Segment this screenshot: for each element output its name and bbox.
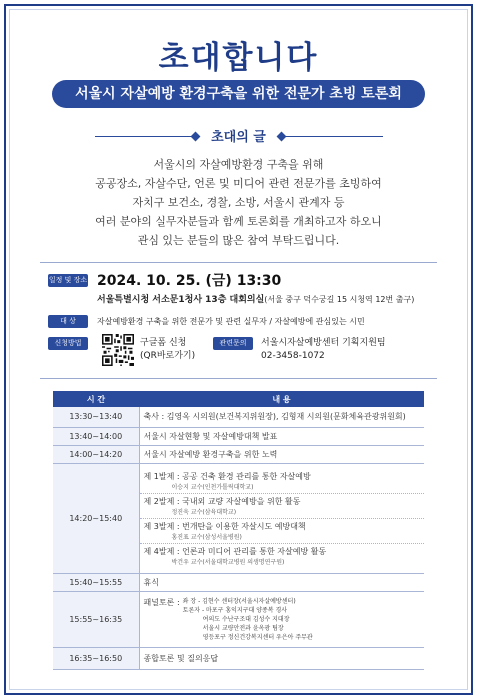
presentation-title: 제 4발제 : 언론과 미디어 관리를 통한 자살예방 활동 [143, 546, 327, 556]
table-row [53, 463, 424, 573]
invite-line: 공공장소, 자살수단, 언론 및 미디어 관련 전문가를 초빙하여 [95, 177, 382, 190]
invite-line: 자치구 보건소, 경찰, 소방, 서울시 관계자 등 [132, 196, 345, 209]
contact-label: 관련문의 [213, 337, 253, 350]
event-subtitle: 서울시 자살예방 환경구축을 위한 전문가 초빙 토론회 [52, 80, 425, 108]
heading-line-right [283, 136, 383, 137]
row-content: 서울시 자살예방 환경구축을 위한 노력 [139, 445, 424, 463]
col-time: 시 간 [53, 391, 139, 407]
table-row [53, 427, 424, 445]
table-row [53, 647, 424, 669]
panel-discussion [139, 591, 424, 647]
presentation-speaker: 박건우 교수(서울대학교병원 의생명연구원) [171, 558, 285, 566]
place-main: 서울특별시청 서소문1청사 13층 대회의실 [97, 295, 265, 305]
invite-line: 관심 있는 분들의 많은 참여 부탁드립니다. [137, 234, 340, 247]
page-title: 초대합니다 [158, 40, 319, 76]
presentation-item [140, 519, 425, 544]
row-time: 14:00~14:20 [53, 445, 139, 463]
col-content: 내 용 [139, 391, 424, 407]
presentation-speaker: 정진욱 교수(삼육대학교) [171, 508, 237, 516]
panel-line: 영등포구 정신건강복지센터 우은아 주무관 [202, 633, 313, 641]
presentation-title: 제 2발제 : 국내외 교량 자살예방을 위한 활동 [143, 496, 301, 506]
schedule-header [53, 391, 424, 407]
row-time: 13:40~14:00 [53, 427, 139, 445]
row-content: 종합토론 및 질의응답 [139, 647, 424, 669]
panel-members [183, 597, 313, 642]
apply-label: 신청방법 [48, 337, 88, 350]
invitation-text [0, 155, 477, 250]
row-time: 15:40~15:55 [53, 573, 139, 591]
event-datetime: 2024. 10. 25. (금) 13:30 [97, 273, 282, 289]
table-row [53, 445, 424, 463]
contact-team: 서울시자살예방센터 기획지원팀 [261, 338, 386, 348]
presentation-title: 제 1발제 : 공공 건축 환경 관리를 통한 자살예방 [143, 471, 311, 481]
place-address: (서울 중구 덕수궁길 15 시청역 12번 출구) [264, 295, 415, 304]
invitation-heading [0, 126, 477, 146]
table-row [53, 591, 424, 647]
table-row [53, 573, 424, 591]
contact-phone: 02-3458-1072 [261, 351, 325, 361]
event-place [97, 292, 414, 305]
divider-bottom [40, 378, 437, 379]
row-content: 축사 : 김영옥 시의원(보건복지위원장), 김형재 시의원(문화체육관광위원회) [139, 407, 424, 427]
row-time: 16:35~16:50 [53, 647, 139, 669]
contact-info [261, 337, 386, 363]
row-content: 휴식 [139, 573, 424, 591]
row-content: 서울시 자살현황 및 자살예방대책 발표 [139, 427, 424, 445]
divider-top [40, 262, 437, 263]
qr-code-icon[interactable] [102, 334, 134, 366]
presentation-speaker: 이승지 교수(인천가톨릭대학교) [171, 483, 254, 491]
table-row [53, 407, 424, 427]
invite-line: 여러 분야의 실무자분들과 함께 토론회를 개최하고자 하오니 [95, 215, 382, 228]
presentations [139, 463, 424, 573]
presentation-item [140, 544, 425, 568]
panel-line: 좌 장 - 김현수 센터장(서울시자살예방센터) [182, 597, 296, 605]
row-time: 15:55~16:35 [53, 591, 139, 647]
panel-line: 여의도 수난구조대 김성수 지대장 [202, 615, 290, 623]
target-text: 자살예방환경 구축을 위한 전문가 및 관련 실무자 / 자살예방에 관심있는 시민 [97, 317, 365, 326]
presentation-title: 제 3발제 : 번개탄을 이용한 자살시도 예방대책 [143, 521, 306, 531]
panel-line: 토론자 - 마포구 홍익지구대 양종복 경사 [182, 606, 288, 614]
presentation-speaker: 홍진표 교수(삼성서울병원) [171, 533, 242, 541]
apply-qr-hint: (QR바로가기) [140, 351, 196, 361]
target-label: 대 상 [48, 315, 88, 328]
presentation-item [140, 469, 425, 494]
panel-line: 서울시 교량안전과 윤옥광 팀장 [202, 624, 284, 632]
presentation-item [140, 494, 425, 519]
apply-info [140, 337, 195, 363]
panel-label: 패널토론 : [143, 597, 180, 607]
section-title: 초대의 글 [211, 130, 266, 145]
datetime-label: 일정 및 장소 [48, 274, 88, 287]
schedule-table [53, 391, 424, 670]
invite-line: 서울시의 자살예방환경 구축을 위해 [153, 158, 324, 171]
row-time: 14:20~15:40 [53, 463, 139, 573]
row-time: 13:30~13:40 [53, 407, 139, 427]
apply-method: 구글폼 신청 [140, 338, 187, 348]
